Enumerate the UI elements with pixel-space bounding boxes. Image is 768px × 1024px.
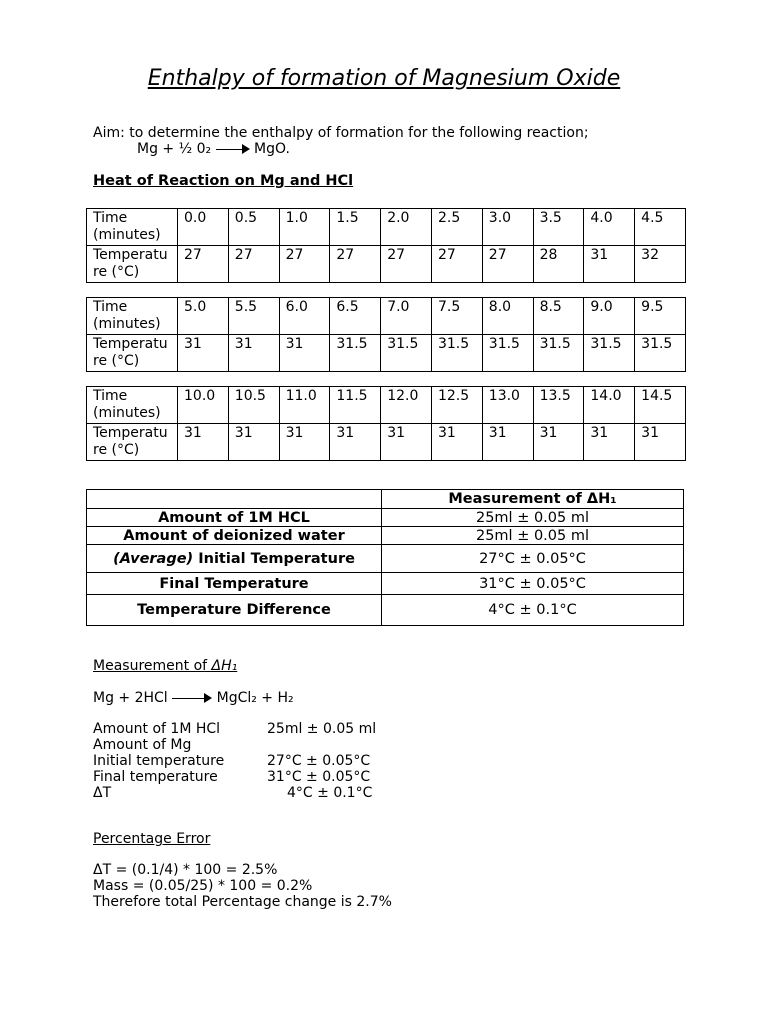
temperature-cell: 31 bbox=[584, 246, 635, 283]
aim-equation bbox=[93, 141, 589, 157]
percentage-error-heading bbox=[93, 831, 210, 847]
measurement-item-label: Amount of 1M HCl bbox=[93, 721, 221, 737]
temperature-cell: 27 bbox=[279, 246, 330, 283]
measurement-heading-symbol: ΔH₁ bbox=[211, 658, 238, 674]
measurement-item bbox=[93, 721, 513, 737]
time-cell: 5.5 bbox=[228, 298, 279, 335]
temperature-cell: 31.5 bbox=[584, 335, 635, 372]
measurement-value: 4°C ± 0.1°C bbox=[382, 595, 684, 626]
time-cell: 8.5 bbox=[533, 298, 584, 335]
equation-reactants: Mg + 2HCl bbox=[93, 690, 168, 706]
mg-hcl-equation bbox=[93, 690, 294, 706]
temperature-row bbox=[87, 335, 686, 372]
temperature-cell: 31 bbox=[279, 335, 330, 372]
equation-products: MgCl₂ + H₂ bbox=[216, 690, 294, 706]
measurement-label bbox=[87, 595, 382, 626]
measurement-label-text: Initial Temperature bbox=[193, 550, 355, 567]
time-row bbox=[87, 209, 686, 246]
temperature-row bbox=[87, 246, 686, 283]
measurement-row bbox=[87, 527, 684, 545]
time-cell: 12.5 bbox=[431, 387, 482, 424]
measurement-label bbox=[87, 573, 382, 595]
measurement-item-label: ΔT bbox=[93, 785, 112, 801]
measurement-header-row bbox=[87, 490, 684, 509]
measurement-list bbox=[93, 721, 513, 801]
percentage-error-line: ΔT = (0.1/4) * 100 = 2.5% bbox=[93, 862, 278, 878]
measurement-label-text: Amount of 1M HCL bbox=[158, 509, 310, 526]
time-cell: 8.0 bbox=[482, 298, 533, 335]
time-cell: 1.0 bbox=[279, 209, 330, 246]
measurement-row bbox=[87, 545, 684, 573]
measurement-item bbox=[93, 737, 513, 753]
document-title: Enthalpy of formation of Magnesium Oxide bbox=[147, 66, 621, 91]
time-cell: 10.5 bbox=[228, 387, 279, 424]
measurement-item bbox=[93, 769, 513, 785]
time-cell: 3.0 bbox=[482, 209, 533, 246]
time-cell: 13.5 bbox=[533, 387, 584, 424]
temperature-table-3 bbox=[86, 386, 686, 461]
percentage-error-heading-text: Percentage Error bbox=[93, 831, 211, 847]
temperature-cell: 32 bbox=[635, 246, 686, 283]
temperature-cell: 27 bbox=[330, 246, 381, 283]
measurement-item-value: 27°C ± 0.05°C bbox=[267, 753, 371, 769]
measurement-label-text: Final Temperature bbox=[159, 575, 309, 592]
time-cell: 11.0 bbox=[279, 387, 330, 424]
temperature-cell: 31.5 bbox=[381, 335, 432, 372]
time-row bbox=[87, 387, 686, 424]
time-cell: 5.0 bbox=[178, 298, 229, 335]
aim-equation-product: MgO. bbox=[254, 141, 290, 157]
measurement-value: 27°C ± 0.05°C bbox=[382, 545, 684, 573]
temperature-header: Temperature (°C) bbox=[87, 424, 178, 461]
time-cell: 12.0 bbox=[381, 387, 432, 424]
temperature-table-1 bbox=[86, 208, 686, 283]
temperature-cell: 31 bbox=[279, 424, 330, 461]
temperature-cell: 27 bbox=[482, 246, 533, 283]
percentage-error-line: Mass = (0.05/25) * 100 = 0.2% bbox=[93, 878, 313, 894]
temperature-cell: 31.5 bbox=[330, 335, 381, 372]
temperature-header: Temperature (°C) bbox=[87, 335, 178, 372]
time-cell: 2.5 bbox=[431, 209, 482, 246]
measurement-label-prefix: (Average) bbox=[113, 550, 194, 567]
time-cell: 2.0 bbox=[381, 209, 432, 246]
measurement-label bbox=[87, 527, 382, 545]
aim-equation-reactants: Mg + ½ 0₂ bbox=[137, 141, 212, 157]
time-cell: 4.0 bbox=[584, 209, 635, 246]
measurement-heading-prefix: Measurement of bbox=[93, 658, 212, 674]
temperature-cell: 31.5 bbox=[635, 335, 686, 372]
temperature-cell: 31 bbox=[381, 424, 432, 461]
percentage-error-lines bbox=[93, 862, 392, 910]
time-cell: 10.0 bbox=[178, 387, 229, 424]
temperature-cell: 27 bbox=[228, 246, 279, 283]
time-header: Time (minutes) bbox=[87, 298, 178, 335]
aim-text: Aim: to determine the enthalpy of formation for the following reaction; bbox=[93, 125, 589, 141]
measurement-row bbox=[87, 595, 684, 626]
time-cell: 4.5 bbox=[635, 209, 686, 246]
measurement-item-label: Final temperature bbox=[93, 769, 218, 785]
temperature-cell: 31 bbox=[533, 424, 584, 461]
measurement-item-label: Amount of Mg bbox=[93, 737, 192, 753]
temperature-cell: 31.5 bbox=[482, 335, 533, 372]
time-header: Time (minutes) bbox=[87, 209, 178, 246]
temperature-header: Temperature (°C) bbox=[87, 246, 178, 283]
time-cell: 7.5 bbox=[431, 298, 482, 335]
temperature-cell: 31 bbox=[178, 335, 229, 372]
temperature-cell: 31 bbox=[228, 424, 279, 461]
measurement-item bbox=[93, 785, 513, 801]
measurement-value: 25ml ± 0.05 ml bbox=[382, 527, 684, 545]
time-cell: 13.0 bbox=[482, 387, 533, 424]
measurement-label bbox=[87, 545, 382, 573]
measurement-value: 25ml ± 0.05 ml bbox=[382, 509, 684, 527]
time-cell: 9.5 bbox=[635, 298, 686, 335]
temperature-table-2 bbox=[86, 297, 686, 372]
measurement-value: 31°C ± 0.05°C bbox=[382, 573, 684, 595]
time-cell: 9.0 bbox=[584, 298, 635, 335]
time-cell: 1.5 bbox=[330, 209, 381, 246]
temperature-cell: 31 bbox=[431, 424, 482, 461]
time-row bbox=[87, 298, 686, 335]
measurement-item bbox=[93, 753, 513, 769]
temperature-cell: 27 bbox=[431, 246, 482, 283]
percentage-error-line: Therefore total Percentage change is 2.7% bbox=[93, 894, 392, 910]
measurement-item-label: Initial temperature bbox=[93, 753, 225, 769]
measurement-row bbox=[87, 573, 684, 595]
temperature-cell: 31.5 bbox=[533, 335, 584, 372]
heat-of-reaction-heading: Heat of Reaction on Mg and HCl bbox=[93, 173, 354, 189]
time-cell: 14.0 bbox=[584, 387, 635, 424]
time-cell: 14.5 bbox=[635, 387, 686, 424]
temperature-cell: 28 bbox=[533, 246, 584, 283]
time-cell: 6.0 bbox=[279, 298, 330, 335]
time-cell: 7.0 bbox=[381, 298, 432, 335]
measurement-item-value: 31°C ± 0.05°C bbox=[267, 769, 371, 785]
temperature-cell: 31 bbox=[482, 424, 533, 461]
temperature-cell: 31.5 bbox=[431, 335, 482, 372]
temperature-cell: 27 bbox=[178, 246, 229, 283]
temperature-cell: 31 bbox=[330, 424, 381, 461]
temperature-cell: 31 bbox=[178, 424, 229, 461]
measurement-label bbox=[87, 509, 382, 527]
temperature-cell: 27 bbox=[381, 246, 432, 283]
measurement-label-text: Amount of deionized water bbox=[123, 527, 345, 544]
measurement-header-empty bbox=[87, 490, 382, 509]
time-cell: 0.0 bbox=[178, 209, 229, 246]
measurement-table bbox=[86, 489, 684, 626]
measurement-label-text: Temperature Difference bbox=[137, 602, 331, 618]
measurement-header: Measurement of ΔH₁ bbox=[382, 490, 684, 509]
measurement-item-value: 25ml ± 0.05 ml bbox=[267, 721, 377, 737]
time-cell: 6.5 bbox=[330, 298, 381, 335]
temperature-cell: 31 bbox=[635, 424, 686, 461]
reaction-arrow-icon bbox=[216, 144, 250, 154]
reaction-arrow-icon bbox=[172, 693, 212, 703]
time-cell: 3.5 bbox=[533, 209, 584, 246]
measurement-heading bbox=[93, 658, 237, 674]
time-cell: 11.5 bbox=[330, 387, 381, 424]
time-header: Time (minutes) bbox=[87, 387, 178, 424]
measurement-row bbox=[87, 509, 684, 527]
time-cell: 0.5 bbox=[228, 209, 279, 246]
temperature-cell: 31 bbox=[584, 424, 635, 461]
temperature-cell: 31 bbox=[228, 335, 279, 372]
measurement-heading-text bbox=[93, 658, 237, 674]
aim-section bbox=[93, 125, 589, 157]
temperature-row bbox=[87, 424, 686, 461]
measurement-item-value: 4°C ± 0.1°C bbox=[287, 785, 373, 801]
